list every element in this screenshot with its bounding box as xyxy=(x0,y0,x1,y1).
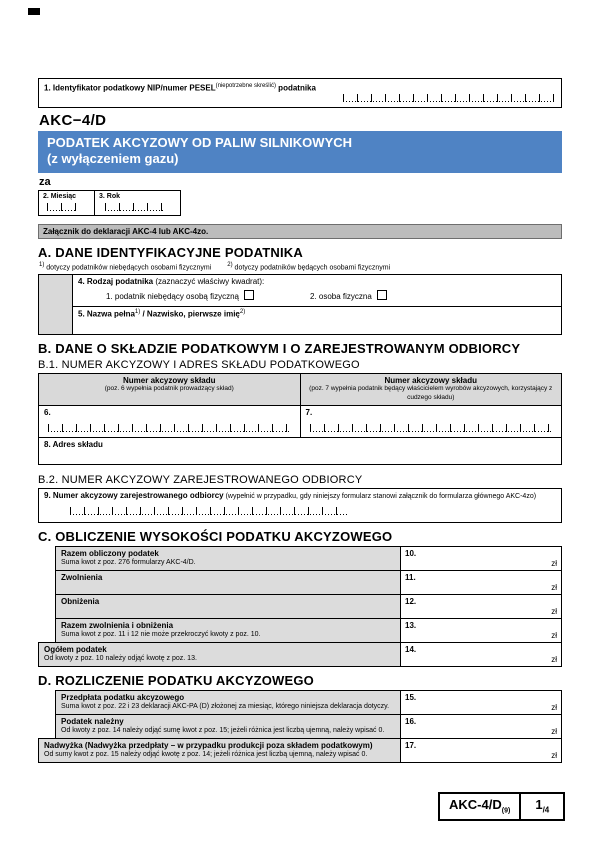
row-14-description xyxy=(38,642,401,667)
field-9-label-hint: (wypełnić w przypadku, gdy niniejszy formularz stanowi załącznik do formularza głównego AKC-4zo) xyxy=(223,493,537,501)
field-4-label xyxy=(78,277,556,286)
row-15-currency: zł xyxy=(551,703,557,713)
page-footer xyxy=(438,792,565,821)
row-15-indent xyxy=(38,690,55,715)
row-15-label: Przedpłata podatku akcyzowego xyxy=(61,693,185,703)
field-4-label-hint: (zaznaczyć właściwy kwadrat): xyxy=(153,276,265,286)
row-13-number: 13. xyxy=(405,621,417,631)
row-11-label: Zwolnienia xyxy=(61,573,103,583)
row-13 xyxy=(38,618,562,643)
field-7-comb-input[interactable] xyxy=(310,424,553,432)
row-16-currency: zł xyxy=(551,727,557,737)
row-13-label: Razem zwolnienia i obniżenia xyxy=(61,621,174,631)
field-5-label-mid: / Nazwisko, pierwsze imię xyxy=(140,309,240,319)
row-10-subtext: Suma kwot z poz. 276 formularzy AKC-4/D. xyxy=(61,559,196,567)
row-12 xyxy=(38,594,562,619)
footnote-1-sup: 1) xyxy=(39,261,45,268)
field-1-label-main: 1. Identyfikator podatkowy NIP/numer PESEL xyxy=(44,83,216,93)
option-1-non-individual xyxy=(106,290,254,301)
row-16-indent xyxy=(38,714,55,739)
field-3-year xyxy=(95,190,181,216)
row-11-description xyxy=(55,570,401,595)
field-5-sup1: 1) xyxy=(134,308,141,315)
row-13-indent xyxy=(38,618,55,643)
period-fields xyxy=(38,190,562,216)
row-10-indent xyxy=(38,546,55,571)
row-14-label: Ogółem podatek xyxy=(44,645,107,655)
row-13-currency: zł xyxy=(551,631,557,641)
footnote-1-text: dotyczy podatników niebędących osobami fizycznymi xyxy=(44,263,212,271)
row-11-indent xyxy=(38,570,55,595)
field-7-warehouse-number xyxy=(301,406,562,437)
field-5-label-main: 5. Nazwa pełna xyxy=(78,309,135,319)
option-1-checkbox[interactable] xyxy=(244,290,254,300)
month-comb-input[interactable] xyxy=(47,203,77,211)
form-page xyxy=(38,78,562,763)
col2-header xyxy=(301,374,562,405)
row-12-amount-cell[interactable] xyxy=(400,594,562,619)
footer-page-total: /4 xyxy=(542,805,550,815)
section-a-gray-strip xyxy=(39,275,73,335)
row-17 xyxy=(38,738,562,763)
warehouse-number-table xyxy=(38,373,562,465)
attachment-note-bar: Załącznik do deklaracji AKC-4 lub AKC-4zo. xyxy=(38,224,562,239)
field-1-label-tail: podatnika xyxy=(275,83,316,93)
col1-header-title: Numer akcyzowy składu xyxy=(123,376,216,386)
row-10-number: 10. xyxy=(405,549,417,559)
field-4-options xyxy=(106,290,556,301)
field-2-month xyxy=(38,190,95,216)
warehouse-table-header xyxy=(39,374,561,405)
col1-header-sub: (poz. 6 wypełnia podatnik prowadzący skład) xyxy=(104,385,234,393)
section-a-box xyxy=(38,274,562,336)
section-b-title: B. DANE O SKŁADZIE PODATKOWYM I O ZAREJESTROWANYM ODBIORCY xyxy=(38,341,521,357)
field-6-warehouse-number xyxy=(39,406,301,437)
field-1-label-sup: (niepotrzebne skreślić) xyxy=(215,83,276,89)
row-17-number: 17. xyxy=(405,741,417,751)
col1-header xyxy=(39,374,301,405)
row-13-amount-cell[interactable] xyxy=(400,618,562,643)
footer-form-code: AKC-4/D xyxy=(449,797,502,812)
row-15 xyxy=(38,690,562,715)
field-1-label xyxy=(44,83,316,107)
full-name-input-area[interactable] xyxy=(78,318,556,331)
row-11 xyxy=(38,570,562,595)
field-5-sup2: 2) xyxy=(239,308,246,315)
row-11-number: 11. xyxy=(405,573,416,583)
option-2-checkbox[interactable] xyxy=(377,290,387,300)
field-8-warehouse-address xyxy=(39,437,561,464)
col2-header-sub: (poz. 7 wypełnia podatnik będący właścicielem wyrobów akcyzowych, korzystający z cudzego składu) xyxy=(309,385,553,401)
row-12-currency: zł xyxy=(551,607,557,617)
row-16 xyxy=(38,714,562,739)
section-d-rows xyxy=(38,690,562,763)
field-7-number: 7. xyxy=(305,408,313,418)
field-6-number: 6. xyxy=(44,408,51,418)
row-14-subtext: Od kwoty z poz. 10 należy odjąć kwotę z poz. 13. xyxy=(44,655,197,663)
row-16-description xyxy=(55,714,401,739)
row-12-number: 12. xyxy=(405,597,417,607)
section-a-footnotes xyxy=(39,262,562,271)
field-9-label xyxy=(44,491,556,500)
row-15-amount-cell[interactable] xyxy=(400,690,562,715)
row-12-description xyxy=(55,594,401,619)
section-c-rows xyxy=(38,546,562,667)
footer-page-number: 1 xyxy=(535,797,543,812)
row-10-description xyxy=(55,546,401,571)
footnote-2-sup: 2) xyxy=(227,261,233,268)
row-13-description xyxy=(55,618,401,643)
row-10-amount-cell[interactable] xyxy=(400,546,562,571)
field-6-comb-input[interactable] xyxy=(48,424,291,432)
form-code: AKC−4/D xyxy=(39,112,107,129)
row-12-label: Obniżenia xyxy=(61,597,100,607)
row-16-number: 16. xyxy=(405,717,417,727)
row-10 xyxy=(38,546,562,571)
row-17-label: Nadwyżka (Nadwyżka przedpłaty – w przypadku produkcji poza składem podatkowym) xyxy=(44,741,373,751)
row-17-subtext: Od sumy kwot z poz. 15 należy odjąć kwotę z poz. 14; jeżeli różnica jest liczbą ujemną, należy wpisać 0. xyxy=(44,751,368,759)
year-comb-input[interactable] xyxy=(105,203,163,211)
form-title-line1: PODATEK AKCYZOWY OD PALIW SILNIKOWYCH xyxy=(47,135,353,150)
row-14-number: 14. xyxy=(405,645,417,655)
warehouse-number-row xyxy=(39,405,561,437)
form-title-bar xyxy=(38,131,562,173)
field-9-consignee-number xyxy=(38,488,562,523)
footer-form-code-box xyxy=(438,792,521,821)
field-4-label-main: 4. Rodzaj podatnika xyxy=(78,276,154,286)
row-15-description xyxy=(55,690,401,715)
section-b2-title: B.2. NUMER AKCYZOWY ZAREJESTROWANEGO ODBIORCY xyxy=(38,474,363,487)
section-d-title: D. ROZLICZENIE PODATKU AKCYZOWEGO xyxy=(38,673,314,689)
col2-header-title: Numer akcyzowy składu xyxy=(384,376,477,386)
period-for-label: za xyxy=(39,175,51,188)
row-17-currency: zł xyxy=(551,751,557,761)
row-15-subtext: Suma kwot z poz. 22 i 23 deklaracji AKC-PA (D) złożonej za miesiąc, którego niniejsza deklaracja dotyczy. xyxy=(61,703,390,711)
row-13-subtext: Suma kwot z poz. 11 i 12 nie może przekroczyć kwoty z poz. 10. xyxy=(61,631,261,639)
form-title-line2: (z wyłączeniem gazu) xyxy=(47,151,179,167)
section-c-title: C. OBLICZENIE WYSOKOŚCI PODATKU AKCYZOWEGO xyxy=(38,529,393,545)
row-14-amount-cell[interactable] xyxy=(400,642,562,667)
warehouse-address-input-area[interactable] xyxy=(44,449,556,462)
field-9-label-main: 9. Numer akcyzowy zarejestrowanego odbiorcy xyxy=(44,491,224,501)
footnote-2-text: dotyczy podatników będących osobami fizycznymi xyxy=(232,263,391,271)
field-1-tax-id xyxy=(38,78,562,108)
field-8-label: 8. Adres składu xyxy=(44,440,103,450)
field-4-taxpayer-type xyxy=(73,275,561,307)
option-2-individual xyxy=(310,290,387,301)
option-2-label: 2. osoba fizyczna xyxy=(309,291,372,301)
month-label: 2. Miesiąc xyxy=(43,192,77,200)
field-5-full-name xyxy=(73,307,561,335)
row-12-indent xyxy=(38,594,55,619)
row-10-currency: zł xyxy=(551,559,557,569)
row-14 xyxy=(38,642,562,667)
option-1-label: 1. podatnik niebędący osobą fizyczną xyxy=(106,291,239,301)
registration-corner-mark xyxy=(28,8,40,15)
row-14-currency: zł xyxy=(551,655,557,665)
row-16-amount-cell[interactable] xyxy=(400,714,562,739)
field-9-comb-input[interactable] xyxy=(70,507,348,515)
row-17-amount-cell[interactable] xyxy=(400,738,562,763)
section-a-title: A. DANE IDENTYFIKACYJNE PODATNIKA xyxy=(38,244,303,260)
row-11-amount-cell[interactable] xyxy=(400,570,562,595)
footer-page-number-box xyxy=(521,792,565,821)
row-16-subtext: Od kwoty z poz. 14 należy odjąć sumę kwot z poz. 15; jeżeli różnica jest liczbą ujemną, należy wpisać 0. xyxy=(61,727,385,735)
year-label: 3. Rok xyxy=(99,192,121,200)
row-11-currency: zł xyxy=(551,583,557,593)
section-b1-title: B.1. NUMER AKCYZOWY I ADRES SKŁADU PODATKOWEGO xyxy=(38,359,360,372)
row-15-number: 15. xyxy=(405,693,417,703)
section-a-fields xyxy=(73,275,561,335)
row-17-description xyxy=(38,738,401,763)
row-16-label: Podatek należny xyxy=(61,717,124,727)
footer-form-code-version: (9) xyxy=(501,807,511,815)
tax-id-comb-input[interactable] xyxy=(343,94,555,102)
row-10-label: Razem obliczony podatek xyxy=(61,549,159,559)
